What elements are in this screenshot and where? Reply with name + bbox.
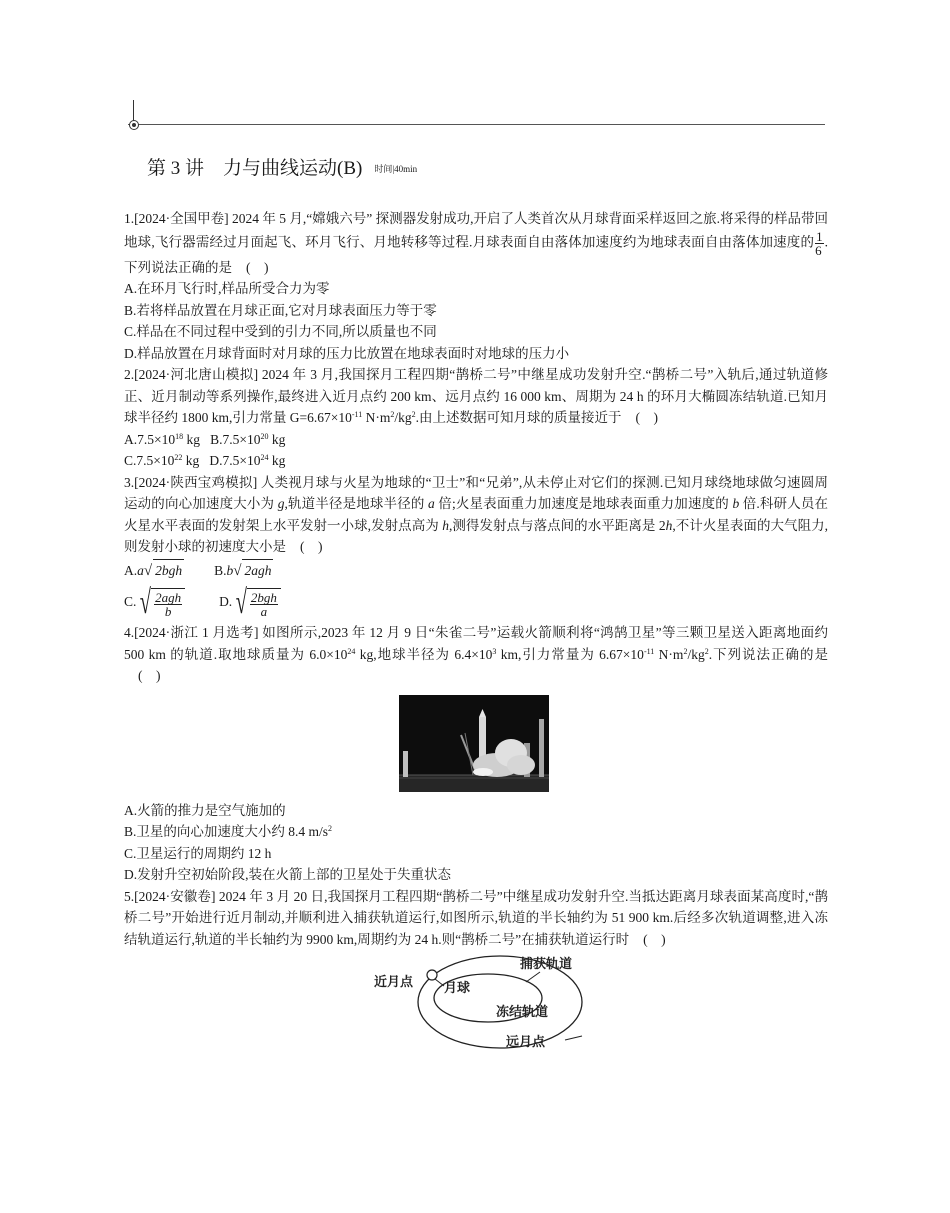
var-b: b [732, 496, 740, 511]
sqrt-icon: √ [143, 562, 153, 579]
var-h: h [442, 517, 449, 533]
fraction-numerator: 2agh [155, 589, 182, 605]
question-list [124, 208, 828, 1054]
question-4-stem [124, 622, 828, 687]
q3-text: 倍;火星表面重力加速度是地球表面重力加速度的 [434, 496, 733, 511]
far-point-leader-line [565, 1036, 582, 1040]
q4-exponent: -11 [643, 646, 655, 656]
q1-option-d: D.样品放置在月球背面时对月球的压力比放置在地球表面时对地球的压力小 [124, 345, 570, 361]
rocket-launch-photo [399, 695, 549, 792]
q4-option-d: D.发射升空初始阶段,装在火箭上部的卫星处于失重状态 [124, 867, 451, 882]
answer-blank: ( ) [300, 539, 323, 554]
q3-text: 倍.科研人员在火星水平表面的发射架上水平发射一小球,发射点高为 [124, 496, 829, 533]
q2-option-b-exponent: 20 [260, 431, 269, 441]
q1-option-a: A.在环月飞行时,样品所受合力为零 [124, 281, 330, 296]
q2-exponent: -11 [351, 410, 363, 419]
q3-option-d: D. [219, 594, 233, 610]
q4-option-c: C.卫星运行的周期约 12 h [124, 845, 272, 861]
q4-text: kg,地球半径为 6.4×10 [355, 646, 493, 662]
sqrt-icon: √ [233, 562, 242, 579]
capture-orbit-label: 捕获轨道 [520, 957, 573, 972]
q2-options-row-2 [124, 450, 828, 472]
q3-options-row-2 [124, 586, 828, 620]
far-point-label: 远月点 [506, 1035, 546, 1050]
unit-kg: kg [268, 431, 286, 447]
q2-option-b: B.7.5×10 [210, 431, 261, 447]
q1-option-c: C.样品在不同过程中受到的引力不同,所以质量也不同 [124, 324, 437, 339]
q3-option-b-radicand: 2agh [242, 559, 273, 582]
var-g: g [277, 496, 285, 511]
q3-option-a-radicand: 2bgh [153, 559, 184, 582]
q3-option-d-sqrt [232, 586, 281, 620]
q2-unit: N·m [362, 410, 391, 425]
q3-option-b: B. [214, 562, 227, 578]
fraction-numerator: 2bgh [250, 589, 277, 605]
fraction-denominator: b [164, 603, 172, 619]
q3-options-row-1 [124, 559, 828, 583]
q4-exponent: 3 [492, 646, 497, 656]
q5-text: 5.[2024·安徽卷] 2024 年 3 月 20 日,我国探月工程四期“鹊桥二号”中继星成功发射升空.当抵达距离月球表面某高度时,“鹊桥二号”开始进行近月制动,并顺利进入捕获轨道运行,如图所示,轨道的半长轴约为 51 900 km.后经多次轨道调整,进入冻结轨道运行,轨道的半长轴约为 9900 km,周期约为 24 h.则“鹊桥二号”在捕获轨道运行时 [124, 888, 828, 947]
q2-option-c: C.7.5×10 [124, 453, 175, 468]
q4-option-a: A.火箭的推力是空气施加的 [124, 802, 286, 818]
sqrt-icon: √ [140, 584, 152, 621]
q4-text: .下列说法正确的是 [708, 646, 828, 662]
time-label: 时间|40min [374, 164, 418, 174]
q1-option-b: B.若将样品放置在月球正面,它对月球表面压力等于零 [124, 302, 437, 318]
q3-option-c: C. [124, 594, 137, 610]
q3-text: ,不计火星表面的大气阻力,则发射小球的初速度大小是 [124, 517, 829, 554]
unit-kg: kg [268, 453, 286, 468]
q3-text: 3.[2024·陕西宝鸡模拟] 人类视月球与火星为地球的“卫士”和“兄弟”,从未停止对它们的探测.已知月球绕地球做匀速圆周运动的向心加速度大小为 [124, 474, 828, 511]
q4-option-b-exponent: 2 [328, 824, 333, 833]
q2-option-c-exponent: 22 [174, 453, 183, 462]
q4-exponent: 24 [347, 646, 356, 656]
q2-options-row-1 [124, 429, 828, 451]
q4-option-b-text: B.卫星的向心加速度大小约 8.4 m/s [124, 824, 329, 839]
unit-kg: kg [183, 431, 200, 447]
question-1-stem [124, 208, 828, 278]
moon-icon [427, 970, 437, 980]
unit-kg: kg [182, 453, 200, 468]
header-rule [128, 124, 825, 125]
q4-text: 4.[2024·浙江 1 月选考] 如图所示,2023 年 12 月 9 日“朱雀二号”运载火箭顺利将“鸿鹄卫星”等三颗卫星送入距离地面约 500 km 的轨道.取地球质量为 6.0×10 [124, 625, 828, 662]
answer-blank: ( ) [138, 668, 161, 683]
q3-option-b-coef: b [226, 562, 234, 578]
answer-blank: ( ) [643, 931, 666, 947]
q3-option-c-sqrt [136, 586, 185, 620]
q4-text: N·m [654, 646, 684, 662]
registration-mark-icon [129, 120, 139, 130]
q2-text-end: .由上述数据可知月球的质量接近于 [415, 410, 622, 425]
q3-option-a-coef: a [137, 562, 144, 578]
question-2-stem [124, 364, 828, 429]
q1-text-a: 1.[2024·全国甲卷] 2024 年 5 月,“嫦娥六号” 探测器发射成功,开启了人类首次从月球背面采样返回之旅.将采得的样品带回地球,飞行器需经过月面起飞、环月飞行、月地转移等过程.月球表面自由落体加速度约为地球表面自由落体加速度的 [124, 211, 828, 250]
q4-text: km,引力常量为 6.67×10 [496, 646, 644, 662]
lunar-orbit-diagram [372, 954, 592, 1054]
q3-text: ,测得发射点与落点间的水平距离是 2 [448, 517, 666, 533]
answer-blank: ( ) [246, 259, 269, 275]
page-title [147, 153, 417, 180]
moon-leader-line [435, 979, 444, 986]
fraction-numerator: 1 [816, 228, 823, 244]
q4-exponent: 2 [683, 646, 688, 656]
q2-option-d: D.7.5×10 [209, 453, 261, 468]
fraction-one-sixth [815, 230, 824, 257]
q4-option-b [124, 821, 828, 843]
question-5-stem [124, 886, 828, 951]
capture-leader-line [526, 972, 540, 982]
q3-option-a: A. [124, 562, 138, 578]
q2-unit: /kg [394, 410, 412, 425]
q2-option-d-exponent: 24 [260, 453, 269, 462]
q2-exponent: 2 [390, 410, 395, 419]
q4-exponent: 2 [704, 646, 709, 656]
near-point-label: 近月点 [374, 975, 414, 990]
frozen-orbit-label: 冻结轨道 [496, 1005, 549, 1020]
q2-option-a: A.7.5×10 [124, 431, 176, 447]
q2-option-a-exponent: 18 [175, 431, 184, 441]
q3-text: ,轨道半径是地球半径的 [284, 496, 429, 511]
sqrt-icon: √ [235, 584, 248, 621]
fraction-denominator: a [260, 603, 268, 619]
fraction-denominator: 6 [815, 242, 822, 258]
q4-text: /kg [687, 646, 705, 662]
q1-text-b: .下列说法正确的是 [124, 234, 828, 275]
q2-text: 2.[2024·河北唐山模拟] 2024 年 3 月,我国探月工程四期“鹊桥二号”中继星成功发射升空.“鹊桥二号”入轨后,通过轨道修正、近月制动等系列操作,最终进入近月点约 200 km、远月点约 16 000 km、周期为 24 h 的环月大椭圆冻结轨道.已知月球半径约 1800 km,引力常量 G=6.67×10 [124, 367, 828, 425]
lecture-title: 第 3 讲 力与曲线运动(B) [147, 158, 363, 179]
rocket-launch-icon [399, 695, 549, 792]
q2-exponent: 2 [411, 410, 416, 419]
question-3-stem [124, 472, 828, 558]
answer-blank: ( ) [635, 410, 658, 425]
var-a: a [428, 496, 435, 511]
moon-label: 月球 [444, 981, 471, 996]
var-h: h [665, 517, 673, 533]
